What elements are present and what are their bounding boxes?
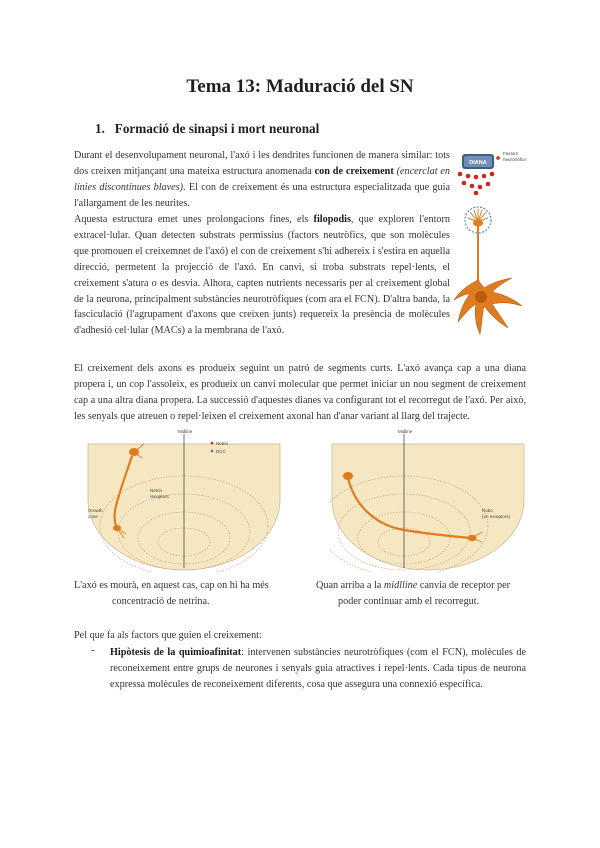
caption-right-line1b: canvia de receptor per <box>417 580 511 591</box>
bullet-chemoaffinity <box>110 645 526 693</box>
para1-bold: con de creixement <box>314 165 394 177</box>
paragraph-growth-cone <box>74 148 450 212</box>
para1-text-a: Durant el desenvolupament neuronal, l'axó i les dendrites funcionen de manera similar: tots dos creixen mitjançant una mateixa estructura anomenada <box>74 150 450 177</box>
paragraph-filopodia <box>74 212 450 339</box>
legend-dcc: DCC <box>216 449 226 454</box>
bullet-bold: Hipòtesis de la quimioafinitat <box>110 647 242 658</box>
diana-label: DIANA <box>469 160 487 166</box>
para2-bold: filopodis <box>313 214 351 225</box>
neuron-growth-figure <box>452 146 534 338</box>
netrin-receptors-label-2: receptors <box>150 494 169 499</box>
growth-cone-label-2: cone <box>88 514 98 519</box>
caption-left-line2: concentració de netrina. <box>112 595 210 607</box>
paragraph-factors: Pel que fa als factors que guien el creixement: <box>74 630 262 641</box>
paragraph-segments: El creixement dels axons es produeix seguint un patró de segments curts. L'axó avança cap a una diana propera i, un cop l'assoleix, es produeix un canvi molecular que permet iniciar un nou segment de creixement cap a una altra diana propera. La successió d'aquestes dianes va configurant tot el recorregut de l'axó. Per això, les senyals que atreuen o repel·leixen el creixement axonal han d'anar variant al llarg del trajecte. <box>74 363 526 422</box>
section-number: 1. <box>95 121 105 136</box>
diana-target <box>462 154 494 169</box>
caption-right-line2: poder continuar amb el recorregut. <box>338 595 480 607</box>
robo-label-2: (on receptors) <box>482 514 511 519</box>
bullet-text: : intervenen substàncies neurotròfiques (com el FCN), molècules de reconeixement entre grups de neurones i senyals guia atractives i repel·lents. Cada tipus de neurona expressa molècules de reconeixement diferents, cosa que assegura una connexió específica. <box>110 647 526 690</box>
caption-left-line1: L'axó es mourà, en aquest cas, cap on hi ha més <box>74 580 269 591</box>
factors-label-1: Factors <box>503 151 519 156</box>
page-title: Tema 13: Maduració del SN <box>186 76 414 97</box>
growth-cone-label-1: Growth <box>88 508 103 513</box>
netrin-attraction-figure <box>86 426 282 572</box>
caption-right-line1a: Quan arriba a la <box>316 580 384 591</box>
robo-label-1: Robo <box>482 508 493 513</box>
midline-crossing-figure <box>330 426 526 572</box>
para2-text-b: , que exploren l'entorn extracel·lular. Quan detecten substrats permissius (factors neutròfics, que son molècules que promouen el creixemnet de l'axó) el con de creixement s'hi adhereix i s'estira en aquella direcció, permetent la projecció de l'axó. En canvi, si troba substrats repel·lents, el creixement s'atura o es desvia. Alhora, capten nutrients necessaris per al creixement global de la neurona, principalment substàncies neurotròfiques (com ara el FCN). D'altra banda, la fasciculació (l'agrupament d'axons que creixen junts) requereix la presència de molècules d'adhesió cel·lular (MACs) a la membrana de l'axó. <box>74 214 450 337</box>
para2-text-a: Aquesta estructura emet unes prolongacions fines, els <box>74 214 314 225</box>
bullet-marker: - <box>91 645 95 656</box>
section-heading <box>95 121 319 137</box>
midline-label-right: Midline <box>398 429 413 434</box>
caption-right-italic: midlline <box>383 580 418 591</box>
midline-label-left: Midline <box>178 429 193 434</box>
legend-netrin: Netrin <box>216 441 229 446</box>
section-title: Formació de sinapsi i mort neuronal <box>114 121 320 136</box>
caption-left <box>74 578 304 610</box>
para1-italic: (encerclat en línies discontínues blaves) <box>74 165 450 193</box>
para1-text-b: . El con de creixement és una estructura especialitzada que guia l'allargament de les neurites. <box>74 181 450 209</box>
factors-label-2: neurotròfics <box>503 157 527 162</box>
caption-right <box>316 578 546 610</box>
netrin-receptors-label-1: Netrin <box>150 488 163 493</box>
neuron-cell <box>454 226 522 334</box>
